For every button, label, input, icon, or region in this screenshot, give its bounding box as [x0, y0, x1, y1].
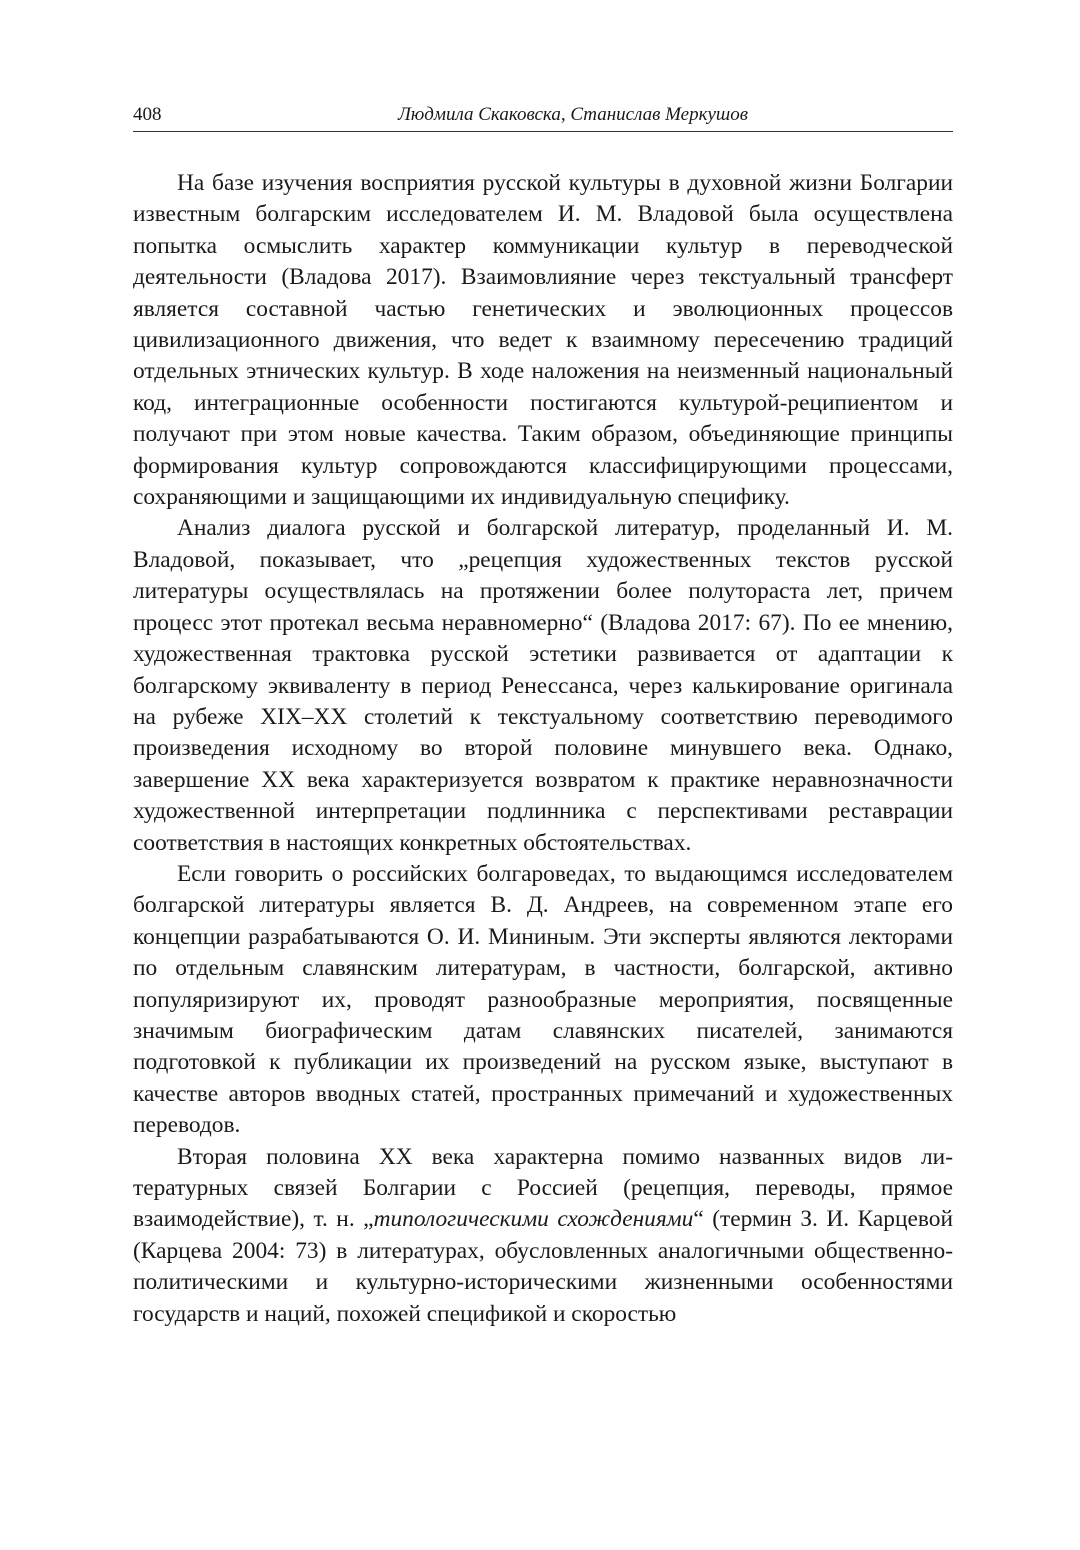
running-head-authors: Людмила Скаковска, Станислав Меркушов [397, 104, 749, 125]
paragraph-1: На базе изучения восприятия русской культуры в духовной жизни Болгарии известным болгарским исследователем И. М. Владовой была осуществлена попытка осмыслить характер коммуникации культур в переводческой деятельности (Владова 2017). Взаимовлияние через текстуальный трансферт является составной частью генетических и эволюционных процессов цивилизационного движения, что ведет к взаимному пересечению традиций отдельных этнических культур. В ходе наложения на неизменный национальный код, интеграционные особенности постигаются культурой-реципиентом и получают при этом новые качества. Таким образом, объединяющие принципы формирования культур сопровождаются классифицирующими процессами, сохраняющими и защищающими их индивидуальную специфику. [133, 170, 953, 511]
paragraph-4-text-after: “ (термин З. И. Карцевой (Карцева 2004: 73) в литературах, обусловленных аналогичными общественно-политическими и культурно-историческими жизненными особенностями государств и наций, похожей спецификой и скоростью [133, 1206, 954, 1327]
paragraph-4 [133, 1142, 953, 1330]
header-rule [133, 131, 953, 132]
page-number: 408 [133, 104, 162, 125]
paragraph-4-text-before: Вторая половина XX века характерна помимо названных видов литературных связей Болгарии с Россией (рецепция, переводы, прямое взаимодействие), т. н. „ [133, 1143, 953, 1233]
paragraph-2: Анализ диалога русской и болгарской литератур, проделанный И. М. Владовой, показывает, что „рецепция художественных текстов русской литературы осуществлялась на протяжении более полутораста лет, причем процесс этот протекал весьма неравномерно“ (Владова 2017: 67). По ее мнению, художественная трактовка русской эстетики развивается от адаптации к болгарскому эквиваленту в период Ренессанса, через калькирование оригинала на рубеже XIX–XX столетий к текстуальному соответствию переводимого произведения исходному во второй половине минувшего века. Однако, завершение XX века характеризуется возвратом к практике неравнозначности художественной интерпретации подлинника с перспективами реставрации соответствия в настоящих конкретных обстоятельствах. [133, 515, 953, 856]
paragraph-4-italic-term: типологическими схождениями [373, 1206, 694, 1233]
paragraph-3: Если говорить о российских болгароведах, то выдающимся исследователем болгарской литературы является В. Д. Андреев, на современном этапе его концепции разрабатываются О. И. Мининым. Эти эксперты являются лекторами по отдельным славянским литературам, в частности, болгарской, активно популяризируют их, проводят разнообразные мероприятия, посвященные значимым биографическим датам славянских писателей, занимаются подготовкой к публикации их произведений на русском языке, выступают в качестве авторов вводных статей, пространных примечаний и художественных переводов. [133, 860, 953, 1139]
running-head [133, 104, 953, 130]
body-text [133, 168, 953, 1330]
